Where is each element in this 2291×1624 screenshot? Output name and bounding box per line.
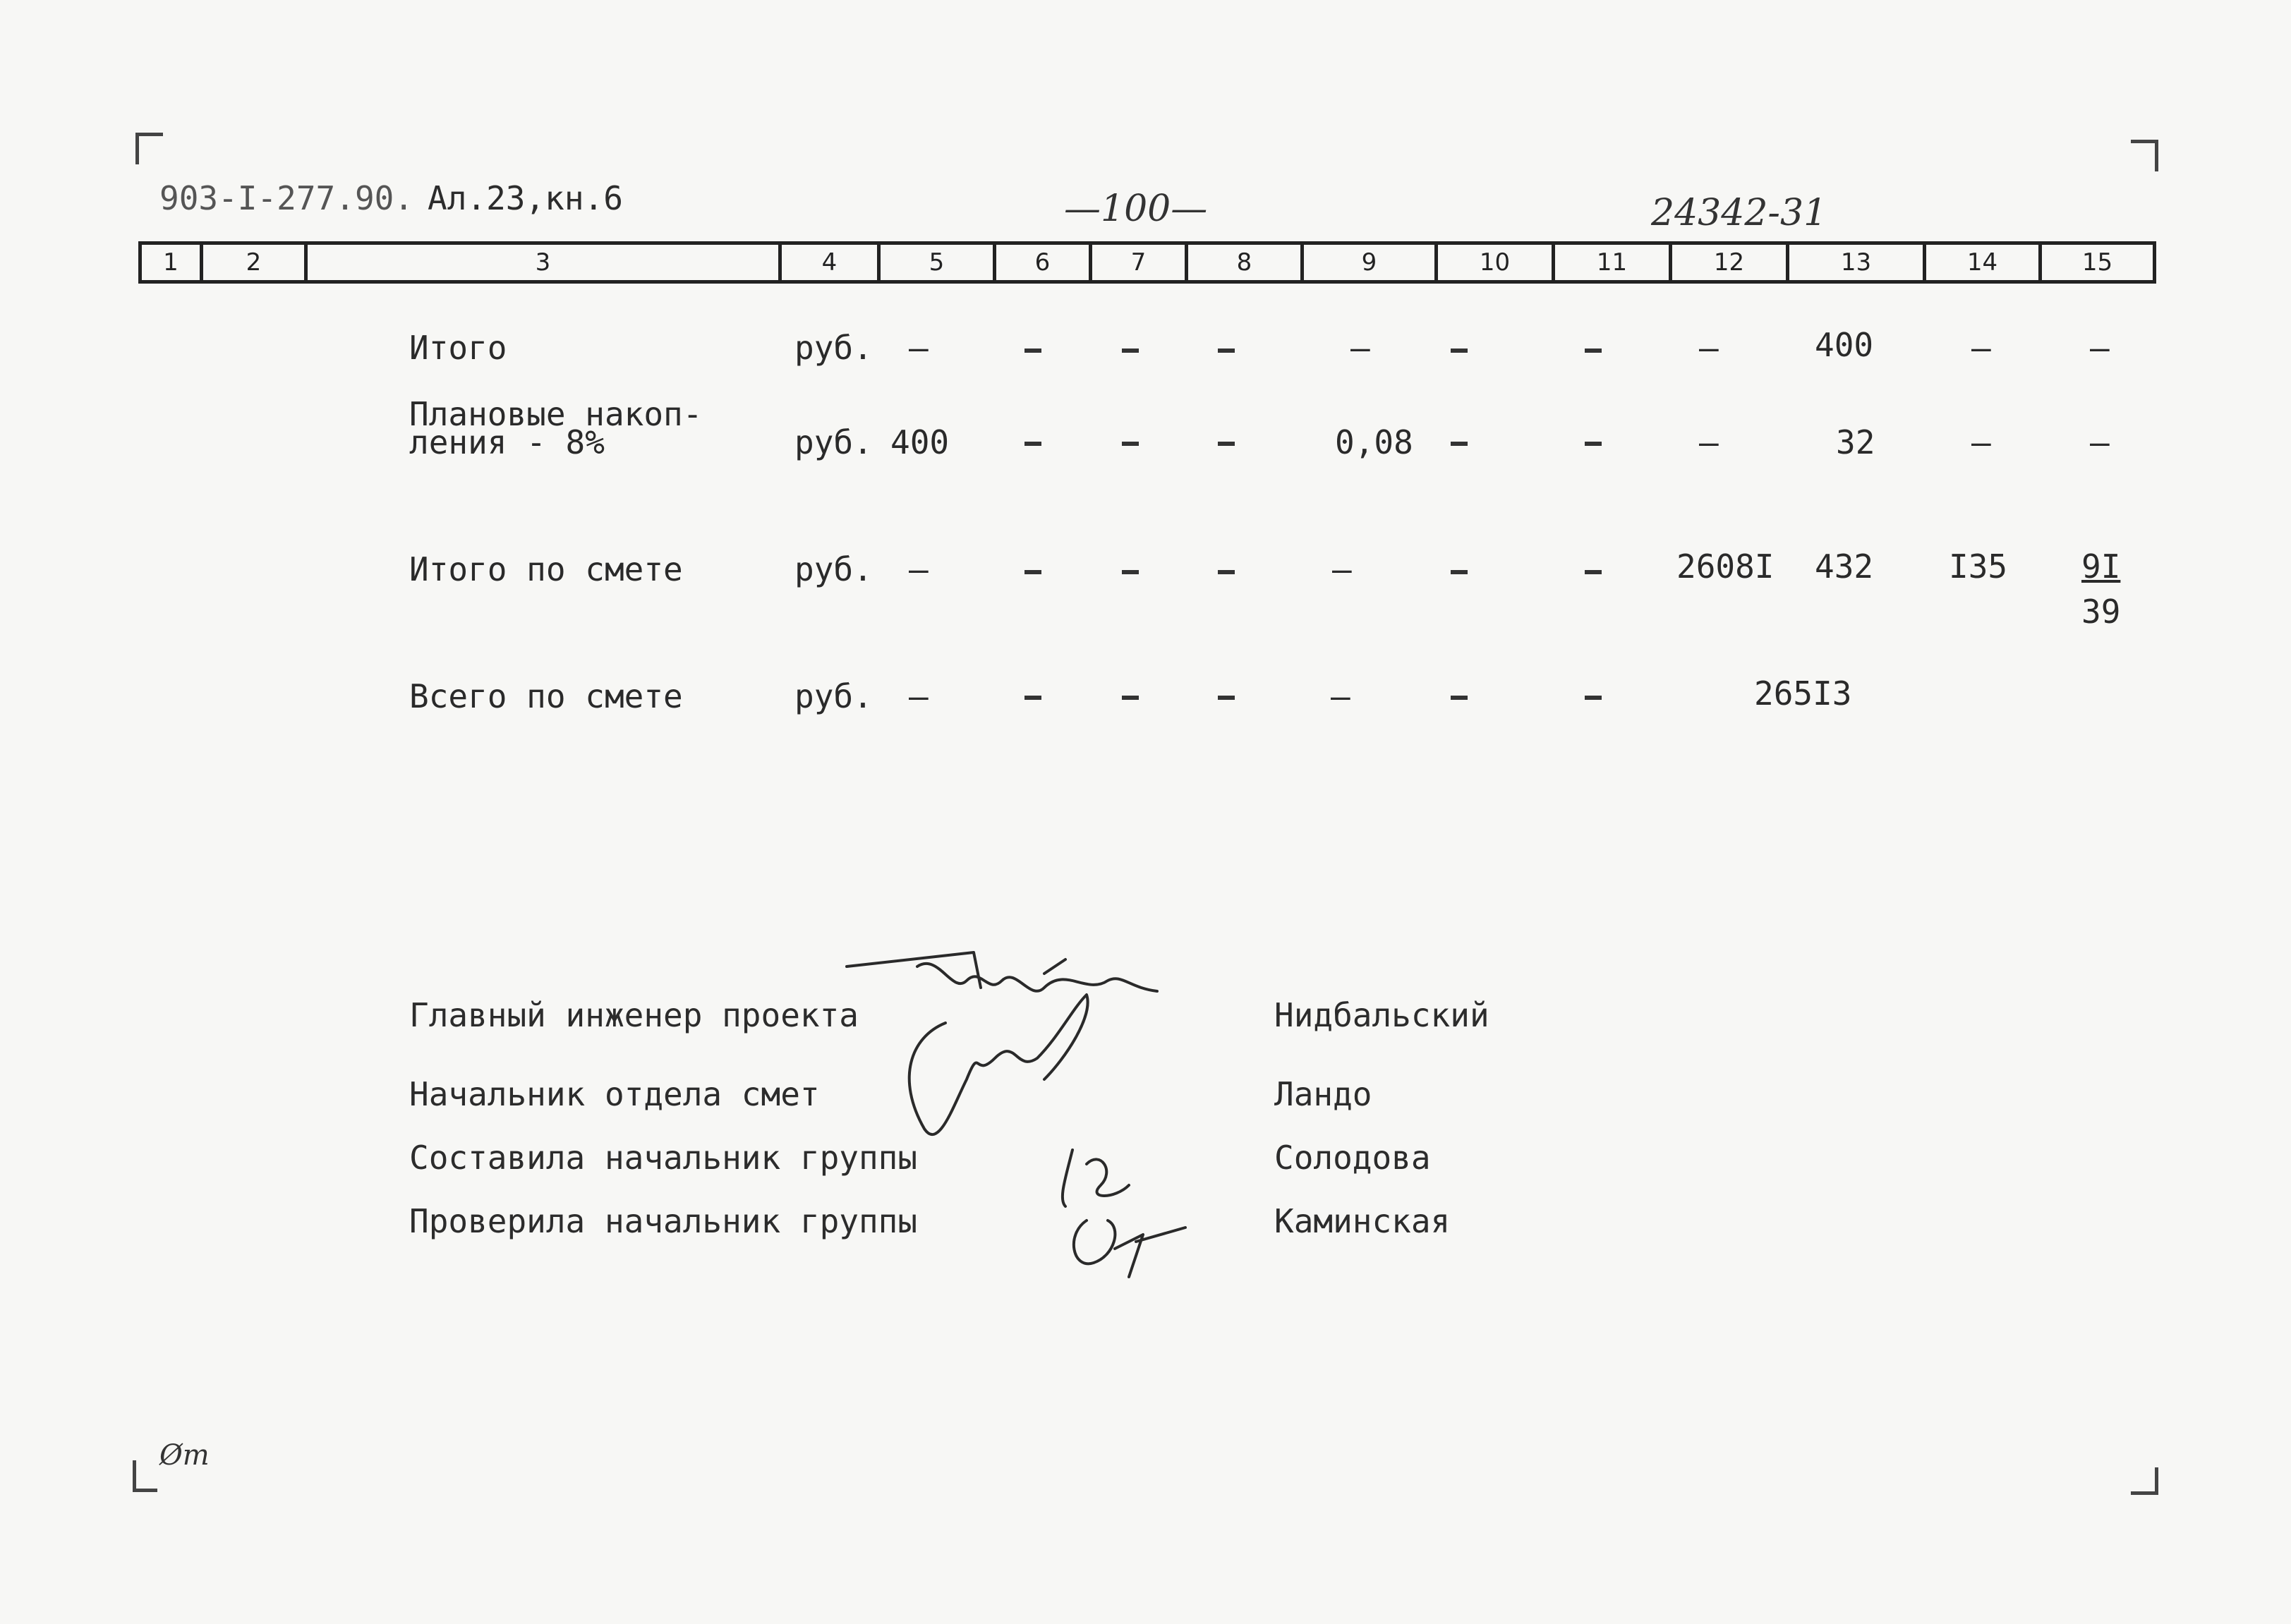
column-number-bar [138, 241, 2156, 284]
row-planned-col14: – [1971, 423, 1991, 461]
col-num-3: 3 [304, 245, 778, 280]
row-itogo-col9: – [1350, 329, 1370, 367]
row-planned-col13: 32 [1836, 423, 1875, 461]
row-itogo-col15: – [2090, 329, 2110, 367]
signature-name-chief-engineer: Нидбальский [1274, 996, 1489, 1034]
signature-name-checked-by: Каминская [1274, 1202, 1451, 1240]
signature-stroke-1 [847, 952, 1157, 991]
col-num-2: 2 [200, 245, 304, 280]
signature-role-estimates-head: Начальник отдела смет [409, 1075, 820, 1113]
row-itogo-po-smete-col15-bottom: 39 [2081, 593, 2121, 631]
dash [1122, 570, 1139, 574]
dash [1451, 570, 1468, 574]
page-number: —100— [1064, 188, 1208, 230]
footer-mark: Øт [159, 1439, 210, 1472]
dash [1218, 696, 1235, 700]
dash [1451, 442, 1468, 446]
signature-stroke-3 [1063, 1150, 1129, 1206]
row-vsego-total: 265I3 [1754, 674, 1852, 713]
dash [1024, 442, 1041, 446]
album-reference: Ал.23,кн.6 [428, 179, 623, 217]
signature-role-compiled-by: Составила начальник группы [409, 1139, 918, 1177]
signature-stroke-2 [909, 995, 1088, 1134]
row-itogo-po-smete-col9: – [1332, 550, 1352, 588]
row-vsego-col5: – [909, 677, 929, 715]
dash [1122, 349, 1139, 353]
row-itogo-col14: – [1971, 329, 1991, 367]
corner-mark-top-right [2131, 140, 2158, 171]
col-num-8: 8 [1185, 245, 1300, 280]
row-itogo-po-smete-col14: I35 [1949, 547, 2008, 586]
col-num-1: 1 [163, 248, 179, 277]
dash [1218, 349, 1235, 353]
row-itogo-po-smete-col13: 432 [1815, 547, 1874, 586]
col-num-6: 6 [993, 245, 1089, 280]
row-planned-col9: 0,08 [1335, 423, 1413, 461]
dash [1218, 442, 1235, 446]
row-itogo-po-smete-label: Итого по смете [409, 550, 683, 588]
signature-role-checked-by: Проверила начальник группы [409, 1202, 918, 1240]
signature-role-chief-engineer: Главный инженер проекта [409, 996, 859, 1034]
signature-name-estimates-head: Ландо [1274, 1075, 1372, 1113]
dash [1024, 349, 1041, 353]
signature-stroke-4 [1074, 1220, 1185, 1277]
row-itogo-po-smete-unit: руб. [794, 550, 873, 588]
col-num-9: 9 [1300, 245, 1434, 280]
row-planned-col15: – [2090, 423, 2110, 461]
dash [1451, 696, 1468, 700]
corner-mark-bottom-left [133, 1460, 157, 1492]
col-num-5: 5 [877, 245, 993, 280]
dash [1122, 442, 1139, 446]
dash [1585, 442, 1602, 446]
col-num-11: 11 [1552, 245, 1669, 280]
row-vsego-col9: – [1331, 677, 1350, 715]
dash [1218, 570, 1235, 574]
row-itogo-col5: – [909, 329, 929, 367]
dash [1122, 696, 1139, 700]
row-itogo-label: Итого [409, 329, 507, 367]
row-planned-col5: 400 [890, 423, 950, 461]
row-itogo-po-smete-col12: 2608I [1676, 547, 1775, 586]
dash [1024, 570, 1041, 574]
dash [1585, 696, 1602, 700]
archive-number: 24342-31 [1651, 192, 1827, 234]
row-itogo-po-smete-col5: – [909, 550, 929, 588]
row-itogo-col12: – [1699, 329, 1719, 367]
row-itogo-unit: руб. [794, 329, 873, 367]
dash [1024, 696, 1041, 700]
col-num-14: 14 [1923, 245, 2038, 280]
doc-code: 903-I-277.90. [159, 179, 414, 217]
row-planned-label-line2: ления - 8% [409, 423, 605, 461]
col-num-7: 7 [1089, 245, 1185, 280]
col-num-10: 10 [1434, 245, 1552, 280]
col-num-12: 12 [1669, 245, 1786, 280]
row-planned-unit: руб. [794, 423, 873, 461]
row-vsego-unit: руб. [794, 677, 873, 715]
col-num-13: 13 [1786, 245, 1923, 280]
dash [1585, 349, 1602, 353]
col-num-15: 15 [2038, 245, 2153, 280]
corner-mark-top-left [135, 133, 163, 164]
signature-name-compiled-by: Солодова [1274, 1139, 1431, 1177]
dash [1585, 570, 1602, 574]
row-planned-col12: – [1699, 423, 1719, 461]
corner-mark-bottom-right [2131, 1467, 2158, 1495]
dash [1451, 349, 1468, 353]
row-vsego-label: Всего по смете [409, 677, 683, 715]
col-num-4: 4 [778, 245, 877, 280]
row-planned-label-line1: Плановые накоп- [409, 395, 703, 433]
row-itogo-po-smete-col15-top: 9I [2081, 547, 2121, 586]
handwritten-signatures [833, 938, 1228, 1284]
row-itogo-col13: 400 [1815, 326, 1874, 364]
